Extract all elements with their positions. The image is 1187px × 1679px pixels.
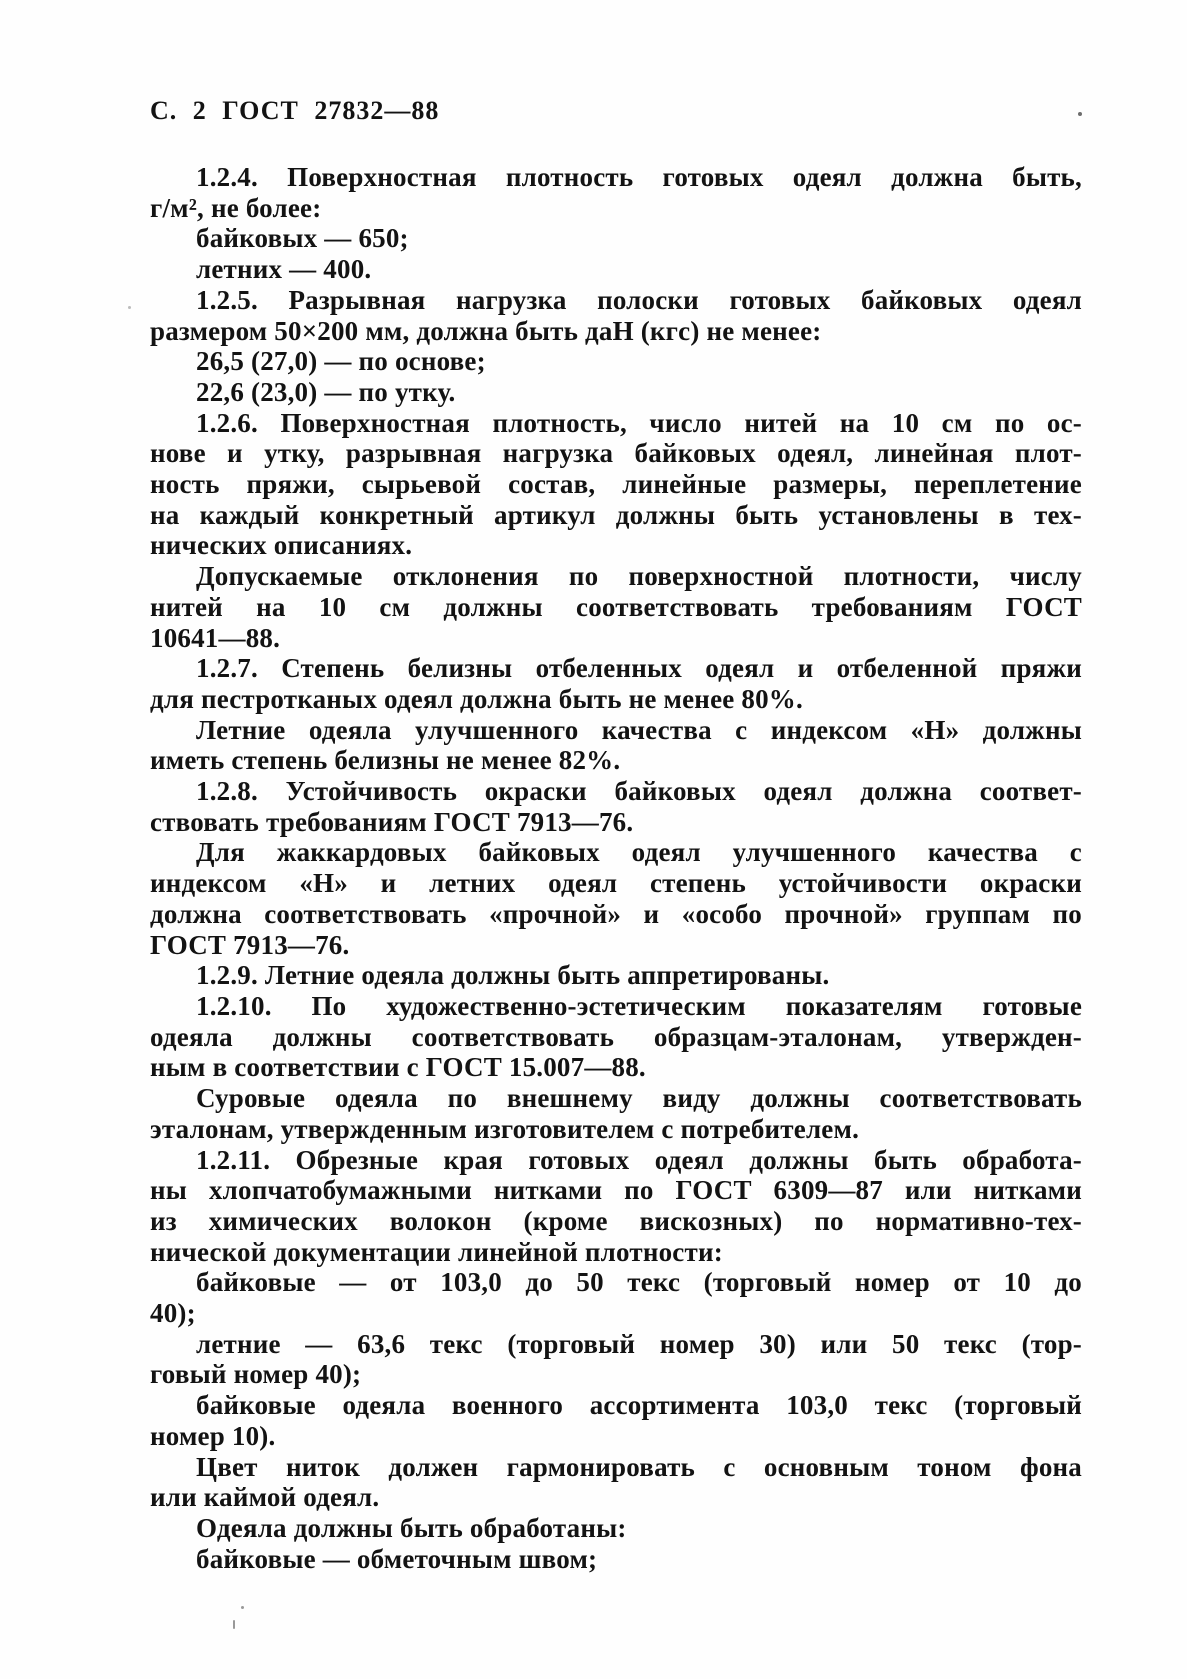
text-line: говый номер 40);	[150, 1359, 362, 1390]
text-line: ГОСТ 7913—76.	[150, 929, 350, 960]
paragraph	[150, 1145, 1082, 1268]
paragraph	[150, 837, 1082, 960]
paragraph	[150, 1390, 1082, 1451]
text-line: нических описаниях.	[150, 530, 413, 561]
text-line: эталонам, утвержденным изготовителем с потребителем.	[150, 1113, 860, 1144]
text-line: Суровые одеяла по внешнему виду должны соответствовать	[196, 1083, 1082, 1114]
paragraph	[150, 715, 1082, 776]
text-line: 1.2.11. Обрезные края готовых одеял должны быть обработа-	[196, 1144, 1082, 1175]
scan-artifact	[1078, 112, 1082, 116]
paragraph	[150, 346, 1082, 377]
text-line: на каждый конкретный артикул должны быть установлены в тех-	[150, 499, 1082, 530]
text-line: 1.2.6. Поверхностная плотность, число нитей на 10 см по ос-	[196, 407, 1082, 438]
page-header: С. 2 ГОСТ 27832—88	[150, 96, 440, 125]
text-line: из химических волокон (кроме вискозных) по нормативно-тех-	[150, 1205, 1082, 1236]
text-line: Для жаккардовых байковых одеял улучшенного качества с	[196, 837, 1082, 868]
text-line: 40);	[150, 1298, 196, 1329]
text-line: нове и утку, разрывная нагрузка байковых одеял, линейная плот-	[150, 438, 1082, 469]
text-line: 22,6 (23,0) — по утку.	[196, 376, 456, 407]
paragraph	[150, 1452, 1082, 1513]
text-line: ным в соответствии с ГОСТ 15.007—88.	[150, 1052, 646, 1083]
paragraph	[150, 653, 1082, 714]
text-line: 26,5 (27,0) — по основе;	[196, 346, 486, 377]
text-line: размером 50×200 мм, должна быть даН (кгс) не менее:	[150, 315, 822, 346]
text-line: индексом «Н» и летних одеял степень устойчивости окраски	[150, 868, 1082, 899]
text-line: ность пряжи, сырьевой состав, линейные размеры, переплетение	[150, 469, 1082, 500]
paragraph	[150, 162, 1082, 223]
text-line: ны хлопчатобумажными нитками по ГОСТ 6309—87 или нитками	[150, 1175, 1082, 1206]
scan-artifact	[241, 1606, 244, 1609]
text-line: 10641—88.	[150, 622, 281, 653]
paragraph	[150, 1513, 1082, 1544]
text-line: г/м², не более:	[150, 192, 322, 223]
text-line: 1.2.4. Поверхностная плотность готовых одеял должна быть,	[196, 162, 1082, 192]
text-line: байковых — 650;	[196, 223, 409, 254]
paragraph	[150, 561, 1082, 653]
scan-artifact	[233, 1620, 235, 1629]
text-line: байковые — от 103,0 до 50 текс (торговый номер от 10 до	[196, 1267, 1082, 1298]
text-line: 1.2.9. Летние одеяла должны быть аппретированы.	[196, 960, 830, 991]
text-line: 1.2.5. Разрывная нагрузка полоски готовых байковых одеял	[196, 284, 1082, 315]
text-line: нитей на 10 см должны соответствовать требованиям ГОСТ	[150, 591, 1082, 622]
text-line: байковые — обметочным швом;	[196, 1543, 598, 1574]
text-line: одеяла должны соответствовать образцам-эталонам, утвержден-	[150, 1021, 1082, 1052]
text-line: должна соответствовать «прочной» и «особо прочной» группам по	[150, 898, 1082, 929]
text-line: иметь степень белизны не менее 82%.	[150, 745, 621, 776]
scan-artifact	[128, 306, 131, 309]
text-line: летних — 400.	[196, 254, 372, 285]
paragraph	[150, 223, 1082, 254]
paragraph	[150, 1329, 1082, 1390]
text-line: Летние одеяла улучшенного качества с индексом «Н» должны	[196, 714, 1082, 745]
text-line: 1.2.7. Степень белизны отбеленных одеял и отбеленной пряжи	[196, 653, 1082, 684]
text-line: Одеяла должны быть обработаны:	[196, 1512, 627, 1543]
text-line: номер 10).	[150, 1420, 276, 1451]
paragraph	[150, 285, 1082, 346]
text-line: ствовать требованиям ГОСТ 7913—76.	[150, 806, 634, 837]
text-line: нической документации линейной плотности:	[150, 1236, 723, 1267]
paragraph	[150, 1267, 1082, 1328]
text-line: 1.2.8. Устойчивость окраски байковых одеял должна соответ-	[196, 776, 1082, 807]
paragraph	[150, 254, 1082, 285]
paragraph	[150, 408, 1082, 562]
text-line: 1.2.10. По художественно-эстетическим показателям готовые	[196, 990, 1082, 1021]
paragraph	[150, 377, 1082, 408]
paragraph	[150, 960, 1082, 991]
paragraph	[150, 1083, 1082, 1144]
text-line: Цвет ниток должен гармонировать с основным тоном фона	[196, 1451, 1082, 1482]
paragraph	[150, 991, 1082, 1083]
text-line: или каймой одеял.	[150, 1482, 380, 1513]
text-line: байковые одеяла военного ассортимента 103,0 текс (торговый	[196, 1390, 1082, 1421]
paragraph	[150, 776, 1082, 837]
text-line: для пестротканых одеял должна быть не менее 80%.	[150, 683, 803, 714]
text-line: летние — 63,6 текс (торговый номер 30) или 50 текс (тор-	[196, 1328, 1082, 1359]
paragraph	[150, 1544, 1082, 1575]
text-line: Допускаемые отклонения по поверхностной плотности, числу	[196, 561, 1082, 592]
document-text	[150, 162, 1082, 1574]
